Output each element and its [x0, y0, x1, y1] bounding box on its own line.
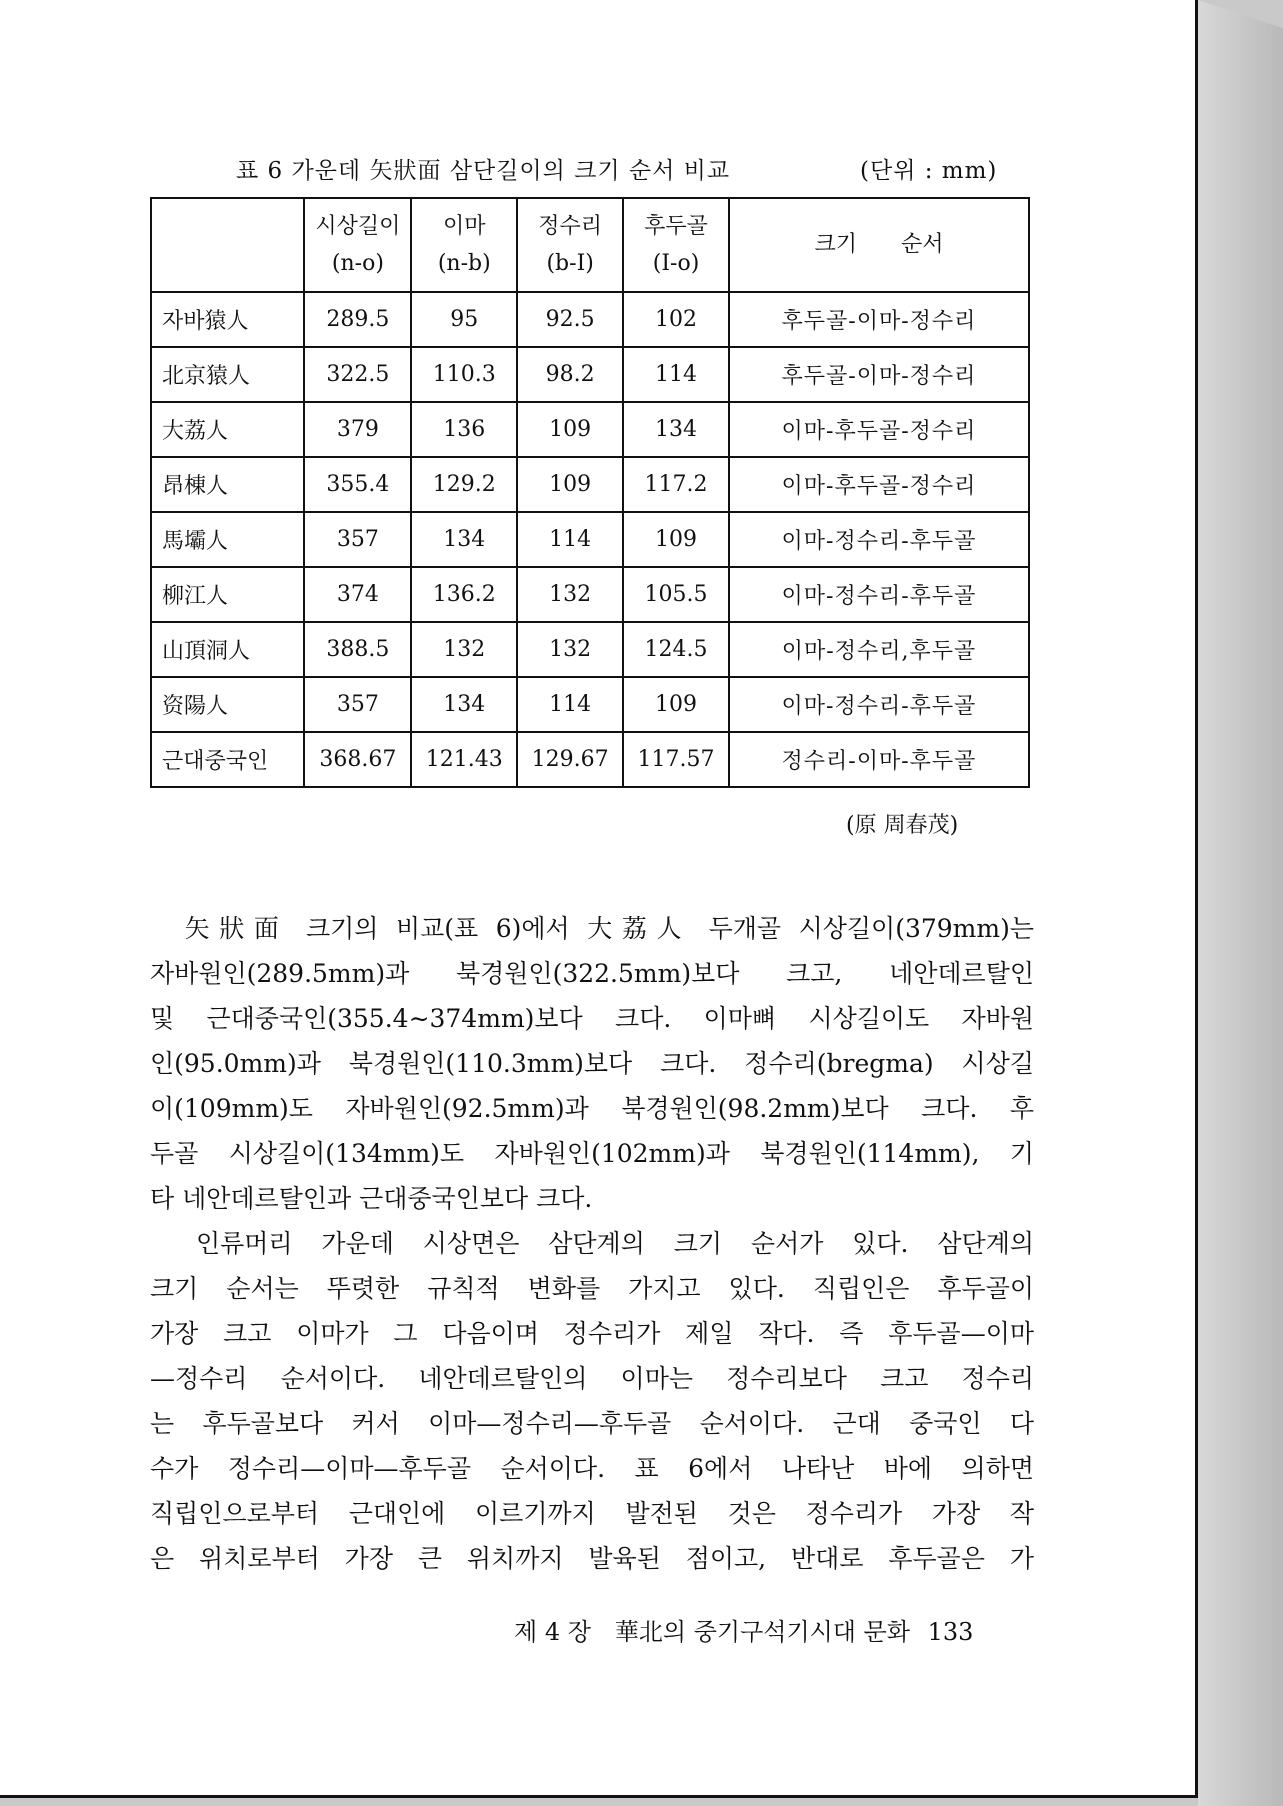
table-cell-value: 105.5 [623, 567, 729, 622]
page-footer [514, 1612, 973, 1647]
table-header-cell [411, 198, 517, 292]
table-unit: (단위 : mm) [860, 158, 998, 184]
table-row [151, 292, 1029, 347]
header-label: 정수리 [538, 213, 603, 239]
table-cell-value: 114 [623, 347, 729, 402]
text-line: 가장 크고 이마가 그 다음이며 정수리가 제일 작다. 즉 후두골—이마 [150, 1319, 1034, 1348]
table-row [151, 732, 1029, 787]
table-cell-order: 후두골-이마-정수리 [729, 292, 1029, 347]
table-cell-value: 129.2 [411, 457, 517, 512]
table-row [151, 457, 1029, 512]
table-cell-value: 109 [623, 677, 729, 732]
table-row [151, 512, 1029, 567]
table-cell-value: 132 [517, 567, 623, 622]
table-header-cell [304, 198, 411, 292]
comparison-table [150, 197, 1030, 788]
table-cell-value: 357 [304, 512, 411, 567]
text-line: 수가 정수리—이마—후두골 순서이다. 표 6에서 나타난 바에 의하면 [150, 1454, 1034, 1483]
table-header-row [151, 198, 1029, 292]
table-cell-value: 388.5 [304, 622, 411, 677]
table-cell-value: 379 [304, 402, 411, 457]
table-cell-order: 이마-후두골-정수리 [729, 402, 1029, 457]
table-cell-value: 114 [517, 512, 623, 567]
table-cell-value: 357 [304, 677, 411, 732]
table-cell-value: 132 [411, 622, 517, 677]
header-code: (n-o) [331, 251, 384, 276]
table-cell-value: 92.5 [517, 292, 623, 347]
text-line: 크기 순서는 뚜렷한 규칙적 변화를 가지고 있다. 직립인은 후두골이 [150, 1274, 1034, 1303]
page-edge [1198, 0, 1283, 1806]
table-cell-value: 136 [411, 402, 517, 457]
text-line: 자바원인(289.5mm)과 북경원인(322.5mm)보다 크고, 네안데르탈인 [150, 959, 1034, 988]
table-cell-value: 114 [517, 677, 623, 732]
table-cell-name: 山頂洞人 [151, 622, 304, 677]
table-cell-value: 132 [517, 622, 623, 677]
header-label: 시상길이 [315, 213, 401, 239]
table-cell-value: 109 [517, 457, 623, 512]
table-cell-value: 102 [623, 292, 729, 347]
table-cell-name: 大荔人 [151, 402, 304, 457]
text-line: 인(95.0mm)과 북경원인(110.3mm)보다 크다. 정수리(bregma) 시상길 [150, 1049, 1034, 1078]
header-label: 후두골 [644, 213, 708, 239]
table-cell-name: 근대중국인 [151, 732, 304, 787]
table-cell-value: 322.5 [304, 347, 411, 402]
table-cell-order: 이마-정수리-후두골 [729, 677, 1029, 732]
text-line: 矢狀面 크기의 비교(표 6)에서 大荔人 두개골 시상길이(379mm)는 [150, 914, 1034, 943]
table-cell-order: 이마-후두골-정수리 [729, 457, 1029, 512]
table-cell-value: 374 [304, 567, 411, 622]
table-header-cell [623, 198, 729, 292]
table-cell-value: 109 [623, 512, 729, 567]
header-code: (b-I) [546, 251, 594, 276]
text-line: 두골 시상길이(134mm)도 자바원인(102mm)과 북경원인(114mm), 기 [150, 1139, 1034, 1168]
table-cell-value: 355.4 [304, 457, 411, 512]
table-cell-name: 北京猿人 [151, 347, 304, 402]
table-cell-value: 134 [411, 677, 517, 732]
text-line: —정수리 순서이다. 네안데르탈인의 이마는 정수리보다 크고 정수리 [150, 1364, 1034, 1393]
table-header-cell [517, 198, 623, 292]
text-line: 및 근대중국인(355.4∼374mm)보다 크다. 이마뼈 시상길이도 자바원 [150, 1004, 1034, 1033]
table-cell-value: 98.2 [517, 347, 623, 402]
table-cell-value: 121.43 [411, 732, 517, 787]
table-cell-order: 이마-정수리,후두골 [729, 622, 1029, 677]
text-line: 은 위치로부터 가장 큰 위치까지 발육된 점이고, 반대로 후두골은 가 [150, 1544, 1034, 1573]
table-row [151, 347, 1029, 402]
table-row [151, 402, 1029, 457]
table-cell-value: 289.5 [304, 292, 411, 347]
table-cell-value: 134 [411, 512, 517, 567]
table-cell-value: 110.3 [411, 347, 517, 402]
text-line: 타 네안데르탈인과 근대중국인보다 크다. [150, 1184, 593, 1213]
paragraph [150, 1221, 1034, 1581]
table-cell-value: 129.67 [517, 732, 623, 787]
table-title: 표 6 가운데 矢狀面 삼단길이의 크기 순서 비교 [236, 158, 731, 184]
table-row [151, 677, 1029, 732]
table-source: (原 周春茂) [846, 813, 959, 838]
table-cell-name: 자바猿人 [151, 292, 304, 347]
page-number: 133 [927, 1618, 974, 1646]
table-row [151, 622, 1029, 677]
table-cell-value: 368.67 [304, 732, 411, 787]
table-cell-order: 이마-정수리-후두골 [729, 512, 1029, 567]
table-caption [236, 152, 1056, 185]
table-row [151, 567, 1029, 622]
text-line: 는 후두골보다 커서 이마—정수리—후두골 순서이다. 근대 중국인 다 [150, 1409, 1034, 1438]
chapter-title: 제 4 장 華北의 중기구석기시대 문화 [514, 1618, 910, 1646]
paragraph [150, 906, 1034, 1221]
table-header-cell [729, 198, 1029, 292]
table-cell-name: 柳江人 [151, 567, 304, 622]
text-line: 직립인으로부터 근대인에 이르기까지 발전된 것은 정수리가 가장 작 [150, 1499, 1034, 1528]
table-cell-order: 후두골-이마-정수리 [729, 347, 1029, 402]
table-cell-value: 134 [623, 402, 729, 457]
table-cell-name: 昂棟人 [151, 457, 304, 512]
table-cell-name: 资陽人 [151, 677, 304, 732]
header-code: (I-o) [652, 251, 700, 276]
table-cell-value: 136.2 [411, 567, 517, 622]
table-cell-value: 95 [411, 292, 517, 347]
table-cell-value: 117.57 [623, 732, 729, 787]
text-line: 이(109mm)도 자바원인(92.5mm)과 북경원인(98.2mm)보다 크다. 후 [150, 1094, 1034, 1123]
header-label: 이마 [443, 213, 486, 239]
table-cell-order: 이마-정수리-후두골 [729, 567, 1029, 622]
table-header-cell [151, 198, 304, 292]
text-line: 인류머리 가운데 시상면은 삼단계의 크기 순서가 있다. 삼단계의 [150, 1229, 1034, 1258]
body-text [150, 906, 1034, 1581]
table-cell-name: 馬壩人 [151, 512, 304, 567]
table-cell-order: 정수리-이마-후두골 [729, 732, 1029, 787]
table-cell-value: 109 [517, 402, 623, 457]
table-cell-value: 124.5 [623, 622, 729, 677]
header-code: (n-b) [437, 251, 491, 276]
table-cell-value: 117.2 [623, 457, 729, 512]
header-label: 크기 순서 [814, 232, 944, 258]
